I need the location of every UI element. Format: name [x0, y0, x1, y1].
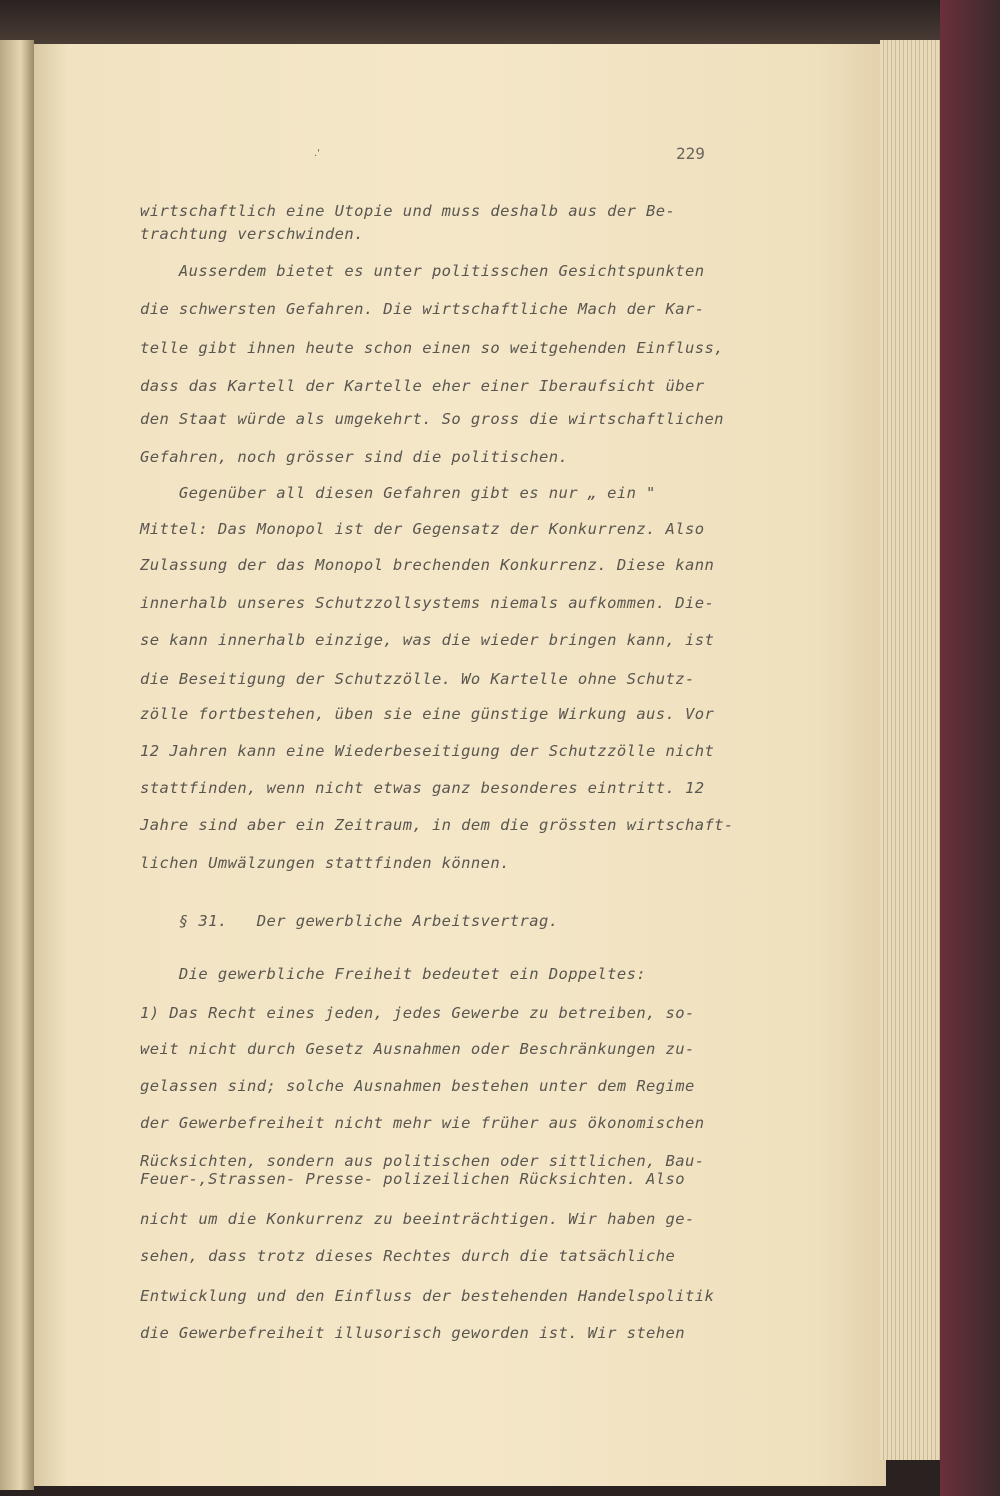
- text-line: Jahre sind aber ein Zeitraum, in dem die grössten wirtschaft-: [140, 816, 734, 834]
- book-top-edge: [0, 0, 1000, 44]
- text-line: dass das Kartell der Kartelle eher einer Iberaufsicht über: [140, 377, 705, 395]
- text-line: den Staat würde als umgekehrt. So gross die wirtschaftlichen: [140, 410, 724, 428]
- text-line: 1) Das Recht eines jeden, jedes Gewerbe zu betreiben, so-: [140, 1004, 695, 1022]
- text-line: die Gewerbefreiheit illusorisch geworden ist. Wir stehen: [140, 1324, 685, 1342]
- text-line: sehen, dass trotz dieses Rechtes durch die tatsächliche: [140, 1247, 676, 1265]
- page-stack-edge: [880, 40, 942, 1460]
- text-line: Die gewerbliche Freiheit bedeutet ein Doppeltes:: [140, 965, 647, 983]
- text-line: Mittel: Das Monopol ist der Gegensatz der Konkurrenz. Also: [140, 520, 705, 538]
- text-line: trachtung verschwinden.: [140, 225, 364, 243]
- book-cover: [940, 0, 1000, 1496]
- text-line: Gefahren, noch grösser sind die politischen.: [140, 448, 569, 466]
- text-line: weit nicht durch Gesetz Ausnahmen oder Beschränkungen zu-: [140, 1040, 695, 1058]
- text-line: § 31. Der gewerbliche Arbeitsvertrag.: [140, 912, 559, 930]
- text-line: 12 Jahren kann eine Wiederbeseitigung der Schutzzölle nicht: [140, 742, 715, 760]
- stray-mark: .': [314, 148, 320, 159]
- text-line: gelassen sind; solche Ausnahmen bestehen unter dem Regime: [140, 1077, 695, 1095]
- text-line: zölle fortbestehen, üben sie eine günstige Wirkung aus. Vor: [140, 705, 715, 723]
- text-line: Entwicklung und den Einfluss der bestehenden Handelspolitik: [140, 1287, 715, 1305]
- text-line: Gegenüber all diesen Gefahren gibt es nur „ ein ": [140, 484, 656, 502]
- text-line: innerhalb unseres Schutzzollsystems niemals aufkommen. Die-: [140, 594, 715, 612]
- text-line: die schwersten Gefahren. Die wirtschaftliche Mach der Kar-: [140, 300, 705, 318]
- text-line: Ausserdem bietet es unter politisschen Gesichtspunkten: [140, 262, 705, 280]
- text-line: wirtschaftlich eine Utopie und muss deshalb aus der Be-: [140, 202, 676, 220]
- document-page: [34, 44, 886, 1486]
- text-line: nicht um die Konkurrenz zu beeinträchtigen. Wir haben ge-: [140, 1210, 695, 1228]
- left-page-edge: [0, 40, 34, 1490]
- text-line: lichen Umwälzungen stattfinden können.: [140, 854, 510, 872]
- text-line: die Beseitigung der Schutzzölle. Wo Kartelle ohne Schutz-: [140, 670, 695, 688]
- text-line: der Gewerbefreiheit nicht mehr wie früher aus ökonomischen: [140, 1114, 705, 1132]
- text-line: se kann innerhalb einzige, was die wieder bringen kann, ist: [140, 631, 715, 649]
- text-line: telle gibt ihnen heute schon einen so weitgehenden Einfluss,: [140, 339, 724, 357]
- text-line: stattfinden, wenn nicht etwas ganz besonderes eintritt. 12: [140, 779, 705, 797]
- text-line: Rücksichten, sondern aus politischen oder sittlichen, Bau-: [140, 1152, 705, 1170]
- text-line: Zulassung der das Monopol brechenden Konkurrenz. Diese kann: [140, 556, 715, 574]
- text-line: Feuer-,Strassen- Presse- polizeilichen Rücksichten. Also: [140, 1170, 685, 1188]
- page-number: 229: [676, 144, 705, 163]
